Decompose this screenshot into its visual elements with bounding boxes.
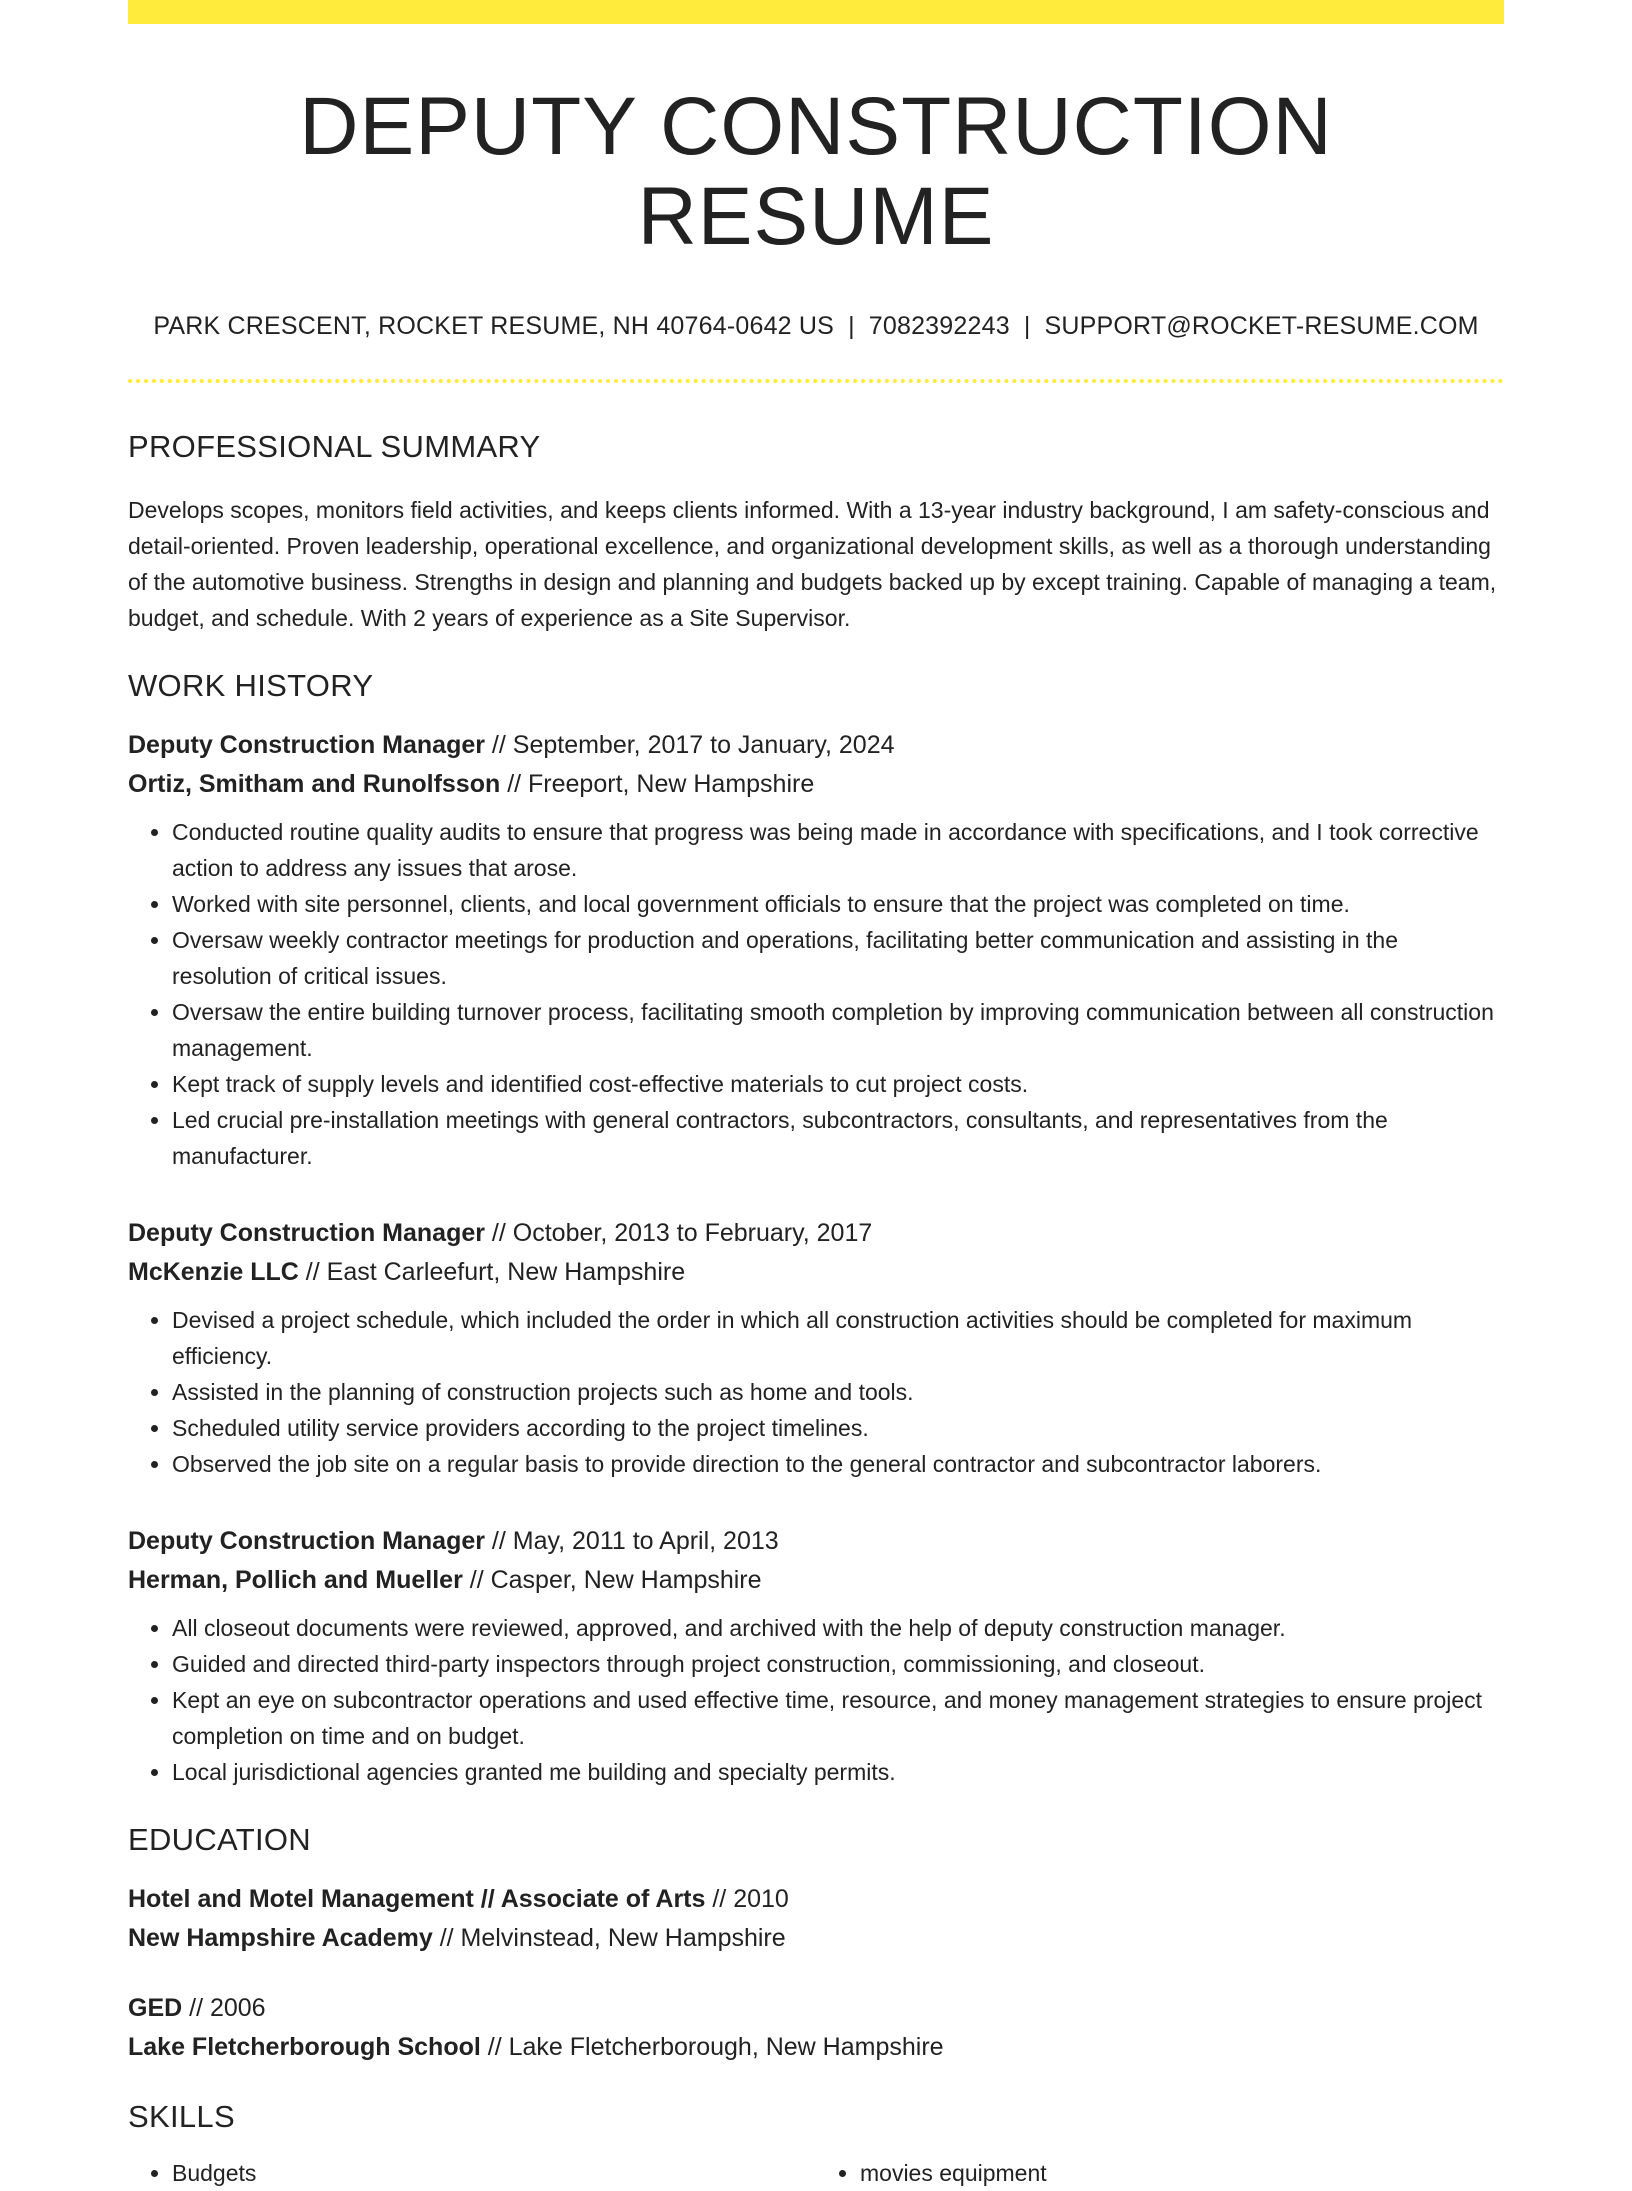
job-role: Deputy Construction Manager	[128, 731, 485, 760]
summary-heading: PROFESSIONAL SUMMARY	[128, 429, 541, 465]
job-bullet: • All closeout documents were reviewed, approved, and archived with the help of deputy construction manager.	[172, 1610, 1504, 1646]
job-bullet: • Oversaw the entire building turnover process, facilitating smooth completion by improving communication between all construction management.	[172, 994, 1504, 1066]
job-bullet: • Kept track of supply levels and identified cost-effective materials to cut project costs.	[172, 1066, 1504, 1102]
job-bullet: • Assisted in the planning of construction projects such as home and tools.	[172, 1374, 1504, 1410]
education-heading: EDUCATION	[128, 1822, 311, 1858]
job-title-line	[128, 1522, 1504, 1561]
contact-separator: |	[1023, 312, 1031, 341]
education-school-line	[128, 2028, 1504, 2067]
job-company: Herman, Pollich and Mueller	[128, 1566, 463, 1595]
skill-item: • movies equipment	[860, 2155, 1504, 2191]
job-location: // Freeport, New Hampshire	[500, 770, 815, 799]
job-company-line	[128, 1253, 1504, 1292]
job-company: Ortiz, Smitham and Runolfsson	[128, 770, 501, 799]
education-degree: GED	[128, 1994, 183, 2023]
education-school: Lake Fletcherborough School	[128, 2033, 481, 2062]
job-bullet: • Guided and directed third-party inspectors through project construction, commissioning, and closeout.	[172, 1646, 1504, 1682]
education-location: // Melvinstead, New Hampshire	[432, 1924, 786, 1953]
job-bullet: • Observed the job site on a regular basis to provide direction to the general contractor and subcontractor laborers.	[172, 1446, 1504, 1482]
education-school-line	[128, 1919, 1504, 1958]
education-entry	[128, 1880, 1504, 1958]
job-bullets	[128, 1302, 1504, 1482]
job-bullet: • Kept an eye on subcontractor operations and used effective time, resource, and money management strategies to ensure project completion on time and on budget.	[172, 1682, 1504, 1754]
work-history-heading: WORK HISTORY	[128, 668, 374, 704]
resume-page	[128, 0, 1504, 2191]
contact-separator: |	[848, 312, 855, 341]
job-company: McKenzie LLC	[128, 1258, 299, 1287]
job-bullet: • Worked with site personnel, clients, and local government officials to ensure that the project was completed on time.	[172, 886, 1504, 922]
education-degree-line	[128, 1880, 1504, 1919]
job-role: Deputy Construction Manager	[128, 1527, 485, 1556]
job-dates: // September, 2017 to January, 2024	[484, 731, 895, 760]
job-entry	[128, 1522, 1504, 1790]
job-role: Deputy Construction Manager	[128, 1219, 485, 1248]
skills-right-column	[816, 2155, 1504, 2191]
education-degree: Hotel and Motel Management // Associate of Arts	[128, 1885, 706, 1914]
education-year: // 2010	[705, 1885, 789, 1914]
job-location: // Casper, New Hampshire	[462, 1566, 762, 1595]
contact-line	[128, 312, 1504, 341]
skills-left-column	[128, 2155, 816, 2191]
job-bullets	[128, 814, 1504, 1174]
job-bullet: • Local jurisdictional agencies granted me building and specialty permits.	[172, 1754, 1504, 1790]
job-company-line	[128, 1561, 1504, 1600]
skill-item: • Budgets	[172, 2155, 816, 2191]
skills-grid	[128, 2155, 1504, 2191]
job-bullet: • Conducted routine quality audits to ensure that progress was being made in accordance with specifications, and I took corrective action to address any issues that arose.	[172, 814, 1504, 886]
job-dates: // October, 2013 to February, 2017	[484, 1219, 873, 1248]
job-entry	[128, 1214, 1504, 1482]
job-location: // East Carleefurt, New Hampshire	[298, 1258, 686, 1287]
education-year: // 2006	[182, 1994, 266, 2023]
contact-address: PARK CRESCENT, ROCKET RESUME, NH 40764-0642 US	[153, 312, 835, 341]
job-company-line	[128, 765, 1504, 804]
resume-title: DEPUTY CONSTRUCTION RESUME	[299, 81, 1333, 263]
contact-email: SUPPORT@ROCKET-RESUME.COM	[1044, 312, 1479, 341]
job-bullet: • Led crucial pre-installation meetings with general contractors, subcontractors, consultants, and representatives from the manufacturer.	[172, 1102, 1504, 1174]
job-title-line	[128, 1214, 1504, 1253]
education-school: New Hampshire Academy	[128, 1924, 433, 1953]
job-bullet: • Scheduled utility service providers according to the project timelines.	[172, 1410, 1504, 1446]
header-divider	[128, 379, 1504, 383]
job-title-line	[128, 726, 1504, 765]
education-degree-line	[128, 1989, 1504, 2028]
summary-text: Develops scopes, monitors field activities, and keeps clients informed. With a 13-year industry background, I am safety-conscious and detail-oriented. Proven leadership, operational excellence, and organizational development skills, as well as a thorough understanding of the automotive business. Strengths in design and planning and budgets backed up by except training. Capable of managing a team, budget, and schedule. With 2 years of experience as a Site Supervisor.	[128, 497, 1497, 632]
education-entry	[128, 1989, 1504, 2067]
job-bullet: • Oversaw weekly contractor meetings for production and operations, facilitating better communication and assisting in the resolution of critical issues.	[172, 922, 1504, 994]
job-bullet: • Devised a project schedule, which included the order in which all construction activities should be completed for maximum efficiency.	[172, 1302, 1504, 1374]
top-accent-bar	[128, 0, 1504, 24]
skills-heading: SKILLS	[128, 2099, 235, 2135]
job-entry	[128, 726, 1504, 1174]
job-bullets	[128, 1610, 1504, 1790]
education-location: // Lake Fletcherborough, New Hampshire	[480, 2033, 944, 2062]
contact-phone: 7082392243	[868, 312, 1010, 341]
job-dates: // May, 2011 to April, 2013	[484, 1527, 779, 1556]
